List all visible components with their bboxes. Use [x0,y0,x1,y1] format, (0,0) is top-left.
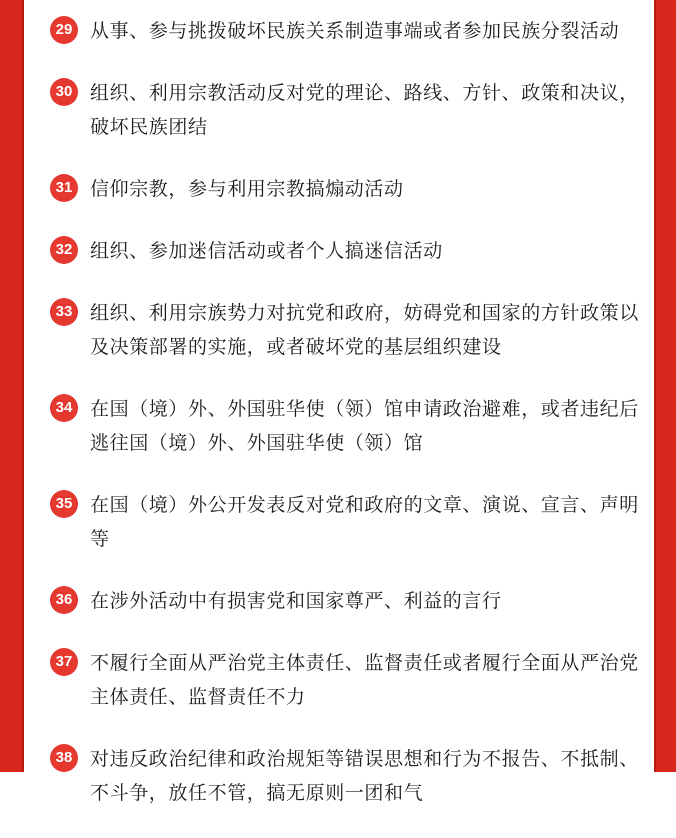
content-panel [24,0,654,804]
list-item [50,76,654,144]
item-number-badge: 36 [50,586,78,614]
list-item [50,14,654,48]
item-number-badge: 32 [50,236,78,264]
left-red-border [0,0,24,772]
item-text: 在国（境）外、外国驻华使（领）馆申请政治避难，或者违纪后逃往国（境）外、外国驻华使（领）馆 [90,398,639,454]
item-text: 组织、利用宗族势力对抗党和政府，妨碍党和国家的方针政策以及决策部署的实施，或者破坏党的基层组织建设 [90,302,639,358]
item-number-badge: 30 [50,78,78,106]
item-number-badge: 37 [50,648,78,676]
right-red-border [654,0,676,772]
item-number-badge: 29 [50,16,78,44]
list-item [50,172,654,206]
item-number-badge: 38 [50,744,78,772]
item-text: 在国（境）外公开发表反对党和政府的文章、演说、宣言、声明等 [90,494,639,550]
list-item [50,646,654,714]
item-text: 在涉外活动中有损害党和国家尊严、利益的言行 [90,590,502,612]
item-text: 从事、参与挑拨破坏民族关系制造事端或者参加民族分裂活动 [90,20,620,42]
list-item [50,742,654,810]
item-text: 对违反政治纪律和政治规矩等错误思想和行为不报告、不抵制、不斗争，放任不管，搞无原则一团和气 [90,748,639,804]
violation-list [50,14,654,838]
item-number-badge: 33 [50,298,78,326]
item-text: 组织、参加迷信活动或者个人搞迷信活动 [90,240,443,262]
list-item [50,296,654,364]
item-text: 组织、利用宗教活动反对党的理论、路线、方针、政策和决议，破坏民族团结 [90,82,639,138]
list-item [50,392,654,460]
list-item [50,584,654,618]
item-number-badge: 31 [50,174,78,202]
list-item [50,234,654,268]
item-text: 信仰宗教，参与利用宗教搞煽动活动 [90,178,404,200]
list-item [50,488,654,556]
item-number-badge: 35 [50,490,78,518]
item-number-badge: 34 [50,394,78,422]
item-text: 不履行全面从严治党主体责任、监督责任或者履行全面从严治党主体责任、监督责任不力 [90,652,639,708]
